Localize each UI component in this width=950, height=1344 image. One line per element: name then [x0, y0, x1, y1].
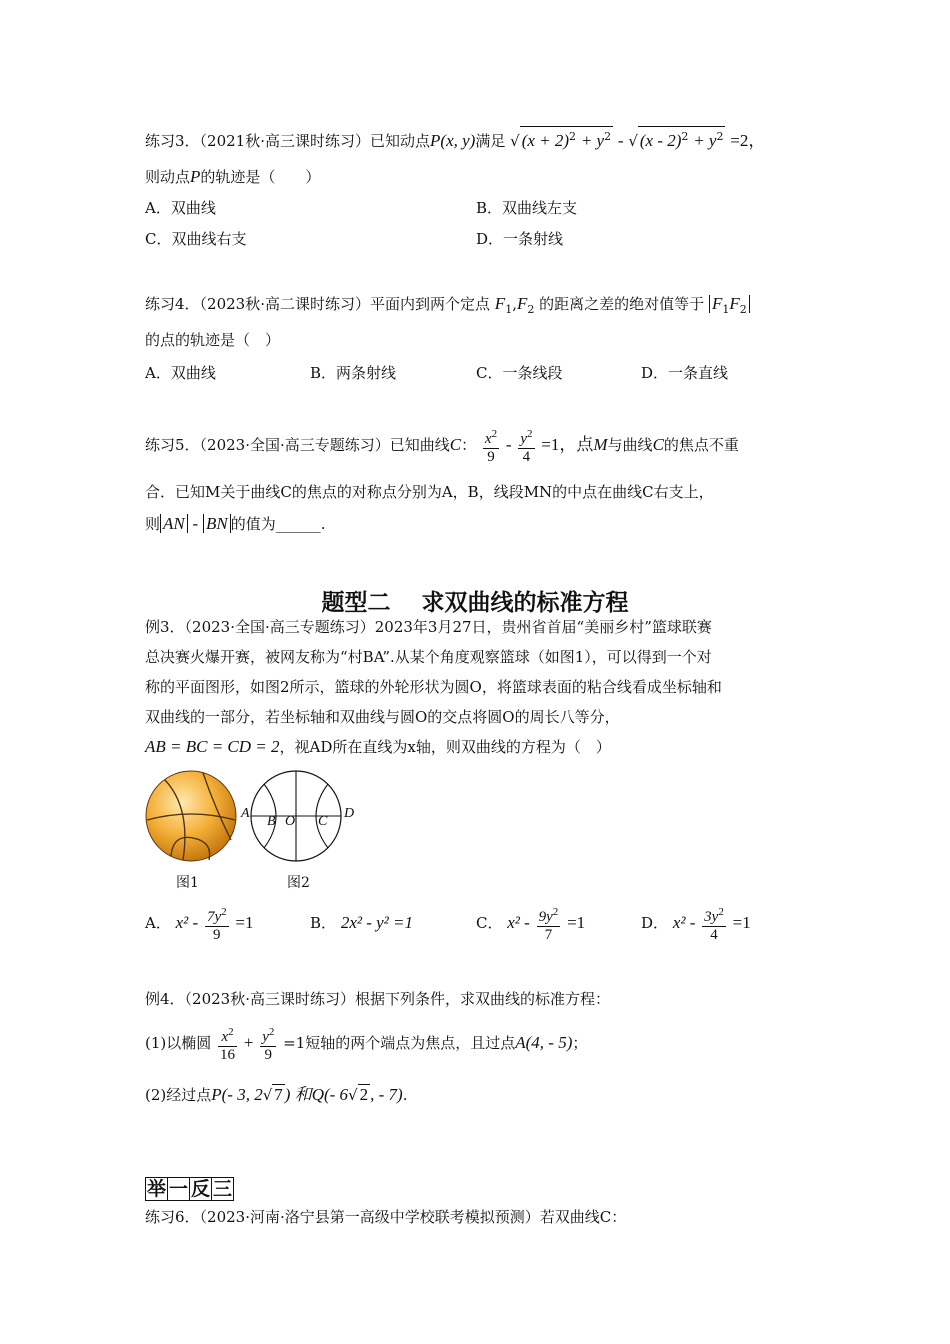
ex3-line1: 练习3．（2021秋·高三课时练习）已知动点P(x, y)满足 √ $(x + 2)^2 + y^2$ - √ $(x - 2)^2 + y^2 =2$，	[145, 126, 765, 151]
eg3-option-d[interactable]: D． x² - $\frac{3y^2}{4}$ =1	[641, 906, 751, 943]
label-d: D	[344, 806, 355, 821]
label-b: B	[267, 814, 276, 829]
ex4-line1: 练习4．（2023秋·高二课时练习）平面内到两个定点 $F_1,F_2$ 的距离之差的绝对值等于 $F_1F_2$	[145, 294, 750, 320]
practice-heading: 举 一 反 三	[147, 1178, 233, 1200]
ex3-option-d[interactable]: D．一条射线	[476, 230, 564, 248]
ex6-line1: 练习6．（2023·河南·洛宁县第一高级中学校联考模拟预测）若双曲线C：	[145, 1208, 627, 1226]
ex5-frac-y: $\frac{y^2}{4}$	[520, 428, 533, 465]
ex4-option-d[interactable]: D．一条直线	[641, 364, 729, 382]
section-title: 题型二 求双曲线的标准方程	[321, 590, 629, 616]
eg3-line4: 双曲线的一部分，若坐标轴和双曲线与圆O的交点将圆O的周长八等分，	[145, 708, 620, 726]
eg4-part2: (2)经过点P(- 3, 2√ 7 ) 和Q(- 6√ 2 , - 7).	[145, 1085, 408, 1104]
eg4-line1: 例4．（2023秋·高三课时练习）根据下列条件，求双曲线的标准方程：	[145, 990, 610, 1008]
ex5-frac-x: $\frac{x^2}{9}$	[484, 428, 498, 465]
ex5-line2: 合．已知M关于曲线C的焦点的对称点分别为A，B，线段MN的中点在曲线C右支上，	[145, 483, 714, 501]
eg3-option-a[interactable]: A． x² - $\frac{7y^2}{9}$ =1	[145, 906, 254, 943]
ex4-option-c[interactable]: C．一条线段	[476, 364, 563, 382]
ex4-option-b[interactable]: B．两条射线	[310, 364, 397, 382]
ex4-line2: 的点的轨迹是（ ）	[145, 331, 281, 349]
sqrt-term-2: √ $(x - 2)^2 + y^2$	[628, 132, 725, 150]
ex4-option-a[interactable]: A．双曲线	[145, 364, 216, 382]
ex3-option-a[interactable]: A．双曲线	[145, 199, 216, 217]
eg3-line3: 称的平面图形，如图2所示，篮球的外轮形状为圆O，将篮球表面的粘合线看成坐标轴和	[145, 678, 722, 696]
eg3-line5: AB = BC = CD = 2，视AD所在直线为x轴，则双曲线的方程为（ ）	[145, 737, 611, 756]
eg4-part1: (1)以椭圆 $\frac{x^2}{16}$ + $\frac{y^2}{9}$ =1短轴的两个端点为焦点，且过点A(4, - 5)；	[145, 1026, 588, 1063]
label-a: A	[241, 806, 250, 821]
f1f2-abs: $F_1F_2$	[709, 295, 750, 313]
eg3-option-b[interactable]: B． 2x² - y² =1	[310, 913, 413, 932]
label-c: C	[318, 814, 328, 829]
basketball-figure	[143, 768, 239, 864]
label-o: O	[285, 814, 296, 829]
ex3-option-b[interactable]: B．双曲线左支	[476, 199, 578, 217]
ex3-label: 练习3．	[145, 132, 200, 150]
figure1-caption: 图1	[176, 875, 199, 891]
eg3-line1: 例3．（2023·全国·高三专题练习）2023年3月27日，贵州省首届“美丽乡村”篮球联赛	[145, 618, 712, 636]
eg3-option-c[interactable]: C． x² - $\frac{9y^2}{7}$ =1	[476, 906, 586, 943]
figure2-caption: 图2	[287, 875, 310, 891]
ex3-line2: 则动点P的轨迹是（ ）	[145, 167, 321, 186]
ex5-line3: 则 AN - BN 的值为______.	[145, 514, 326, 533]
ex5-line1: 练习5．（2023·全国·高三专题练习）已知曲线C： $\frac{x^2}{9}$ - $\frac{y^2}{4}$ =1，点M与曲线C的焦点不重	[145, 428, 739, 465]
sqrt-term-1: √ $(x + 2)^2 + y^2$	[510, 132, 613, 150]
ex3-option-c[interactable]: C．双曲线右支	[145, 230, 247, 248]
ex3-source: （2021秋·高三课时练习）	[199, 132, 370, 150]
eg3-line2: 总决赛火爆开赛，被网友称为“村BA”.从某个角度观察篮球（如图1），可以得到一个对	[145, 648, 712, 666]
hyperbola-diagram	[248, 768, 348, 864]
